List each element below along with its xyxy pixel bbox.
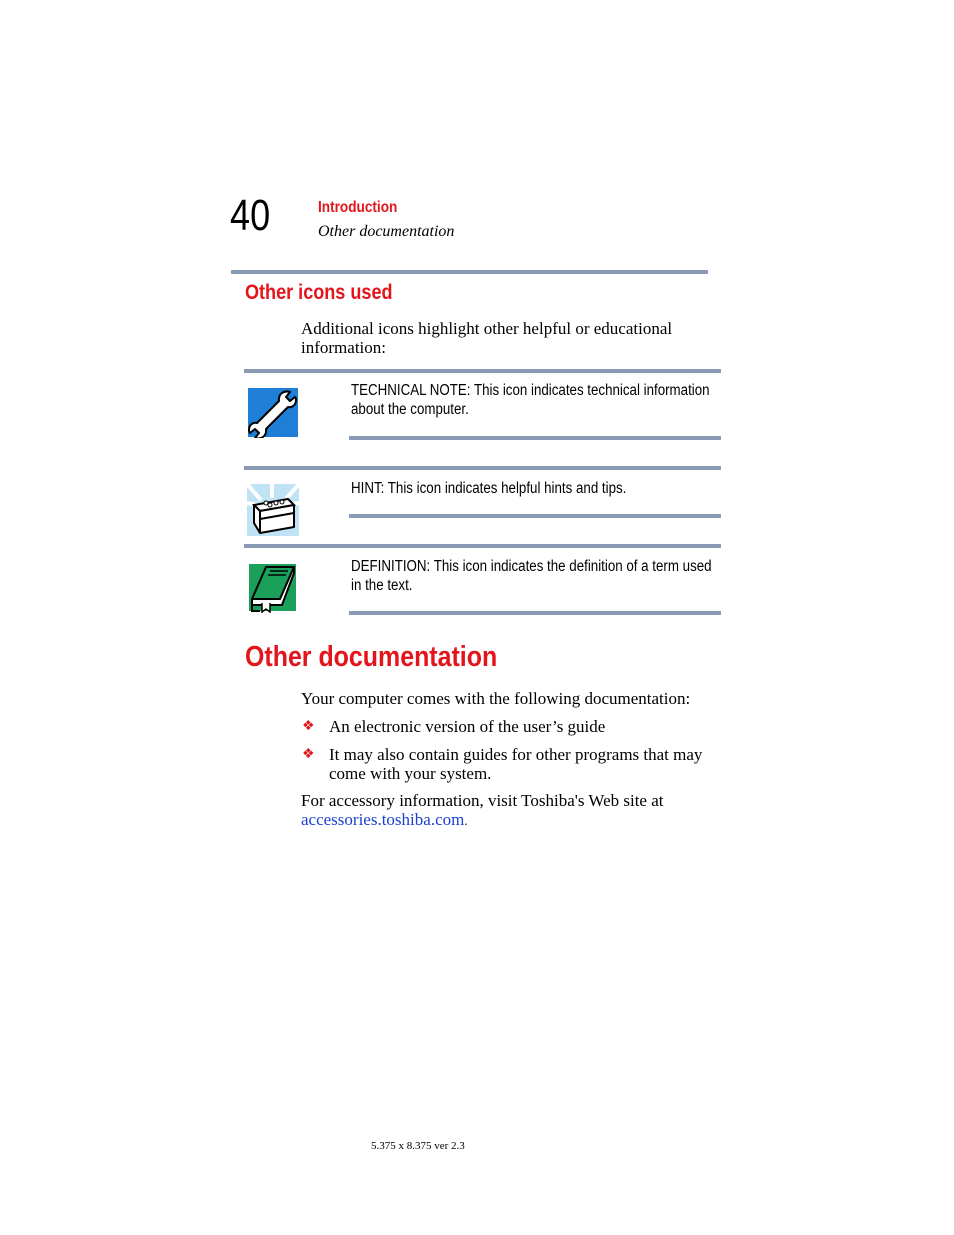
icons-section-heading: Other icons used <box>245 281 393 304</box>
note-top-rule <box>244 369 721 373</box>
bullet-diamond-icon: ❖ <box>302 719 315 734</box>
documentation-intro: Your computer comes with the following documentation: <box>301 689 691 708</box>
icons-intro-line-2: information: <box>301 338 386 357</box>
bullet-diamond-icon: ❖ <box>302 747 315 762</box>
accessory-info <box>301 791 664 830</box>
definition-note-text <box>351 557 721 595</box>
book-icon <box>248 563 298 613</box>
documentation-heading: Other documentation <box>245 641 498 673</box>
hint-note-text <box>351 479 721 498</box>
list-item <box>329 717 605 736</box>
list-item-line-2: come with your system. <box>329 764 492 783</box>
version-footer: 5.375 x 8.375 ver 2.3 <box>371 1140 465 1152</box>
technical-note-line-2: about the computer. <box>351 401 469 418</box>
treasure-chest-icon <box>246 483 299 536</box>
chapter-title: Introduction <box>318 199 398 216</box>
definition-note-line-2: in the text. <box>351 577 413 594</box>
accessories-link[interactable]: accessories.toshiba.com <box>301 810 465 829</box>
wrench-icon <box>246 386 299 438</box>
note-bottom-rule <box>349 436 721 440</box>
note-bottom-rule <box>349 514 721 518</box>
list-item-line-1: An electronic version of the user’s guide <box>329 717 606 736</box>
list-item <box>329 745 702 783</box>
header-rule <box>231 270 708 274</box>
note-bottom-rule <box>349 611 721 615</box>
definition-note-line-1: DEFINITION: This icon indicates the definition of a term used <box>351 558 712 575</box>
note-top-rule <box>244 466 721 470</box>
technical-note-line-1: TECHNICAL NOTE: This icon indicates technical information <box>351 382 710 399</box>
note-top-rule <box>244 544 721 548</box>
page-number: 40 <box>230 191 271 240</box>
accessory-line-2 <box>301 810 664 830</box>
icons-intro <box>301 319 721 357</box>
accessory-period: . <box>464 813 468 828</box>
hint-note-line-1: HINT: This icon indicates helpful hints and tips. <box>351 480 627 497</box>
icons-intro-line-1: Additional icons highlight other helpful or educational <box>301 319 673 338</box>
list-item-line-1: It may also contain guides for other programs that may <box>329 745 703 764</box>
section-subtitle: Other documentation <box>318 223 455 240</box>
technical-note-text <box>351 381 721 419</box>
accessory-line-1: For accessory information, visit Toshiba's Web site at <box>301 791 664 810</box>
